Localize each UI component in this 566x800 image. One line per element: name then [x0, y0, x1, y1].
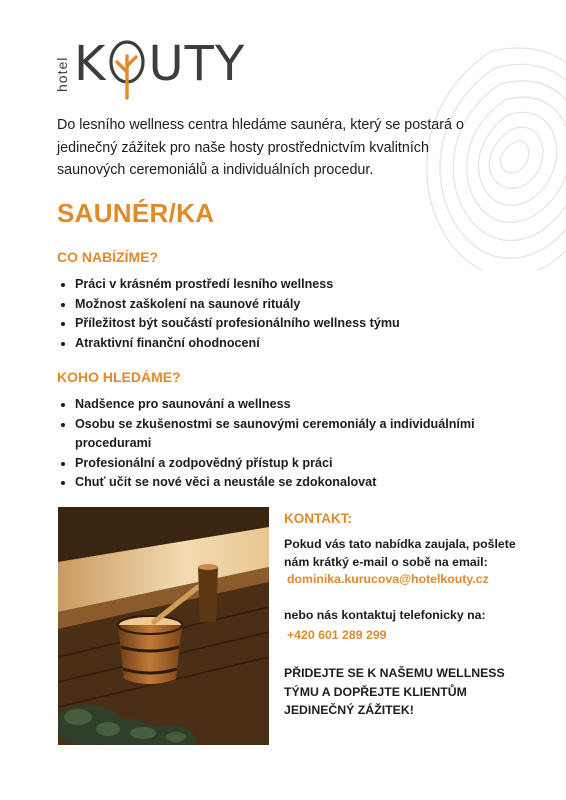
list-item: Práci v krásném prostředí lesního wellness: [57, 275, 497, 295]
contact-text: Pokud vás tato nabídka zaujala, pošlete nám krátký e-mail o sobě na email:: [284, 537, 516, 569]
contact-section: [284, 511, 544, 720]
logo-wordmark: [74, 38, 245, 100]
closing-text: PŘIDEJTE SE K NAŠEMU WELLNESS TÝMU A DOPŘEJTE KLIENTŮM JEDINEČNÝ ZÁŽITEK!: [284, 666, 505, 717]
logo-letter-k: K: [74, 36, 107, 92]
contact-email-link[interactable]: dominika.kurucova@hotelkouty.cz: [287, 572, 489, 586]
tree-icon: [107, 38, 147, 100]
list-item: Chuť učit se nové věci a neustále se zdokonalovat: [57, 473, 487, 493]
contact-phone-link[interactable]: +420 601 289 299: [287, 628, 387, 642]
job-title: SAUNÉR/KA: [57, 198, 215, 228]
list-item: Příležitost být součástí profesionálního wellness týmu: [57, 314, 497, 334]
list-item: Možnost zaškolení na saunové rituály: [57, 295, 497, 315]
list-item: Atraktivní finanční ohodnocení: [57, 334, 497, 354]
sauna-photo: [58, 507, 269, 745]
seek-heading: KOHO HLEDÁME?: [57, 369, 181, 385]
logo-hotel-text: hotel: [54, 56, 70, 92]
offer-list: [57, 275, 497, 353]
intro-text: Do lesního wellness centra hledáme saunéra, který se postará o jedinečný zážitek pro naše hosty prostřednictvím kvalitních saunových ceremoniálů a individuálních procedur.: [57, 117, 464, 178]
list-item: Profesionální a zodpovědný přístup k práci: [57, 454, 487, 474]
logo-letters-uty: UTY: [148, 36, 246, 92]
seek-list: [57, 395, 487, 493]
list-item: Osobu se zkušenostmi se saunovými ceremoniály a individuálními procedurami: [57, 415, 487, 454]
list-item: Nadšence pro saunování a wellness: [57, 395, 487, 415]
hotel-kouty-logo: [54, 38, 245, 100]
contact-phone-text: nebo nás kontaktuj telefonicky na:: [284, 608, 486, 622]
contact-heading: KONTAKT:: [284, 511, 352, 526]
offer-heading: CO NABÍZÍME?: [57, 249, 159, 265]
